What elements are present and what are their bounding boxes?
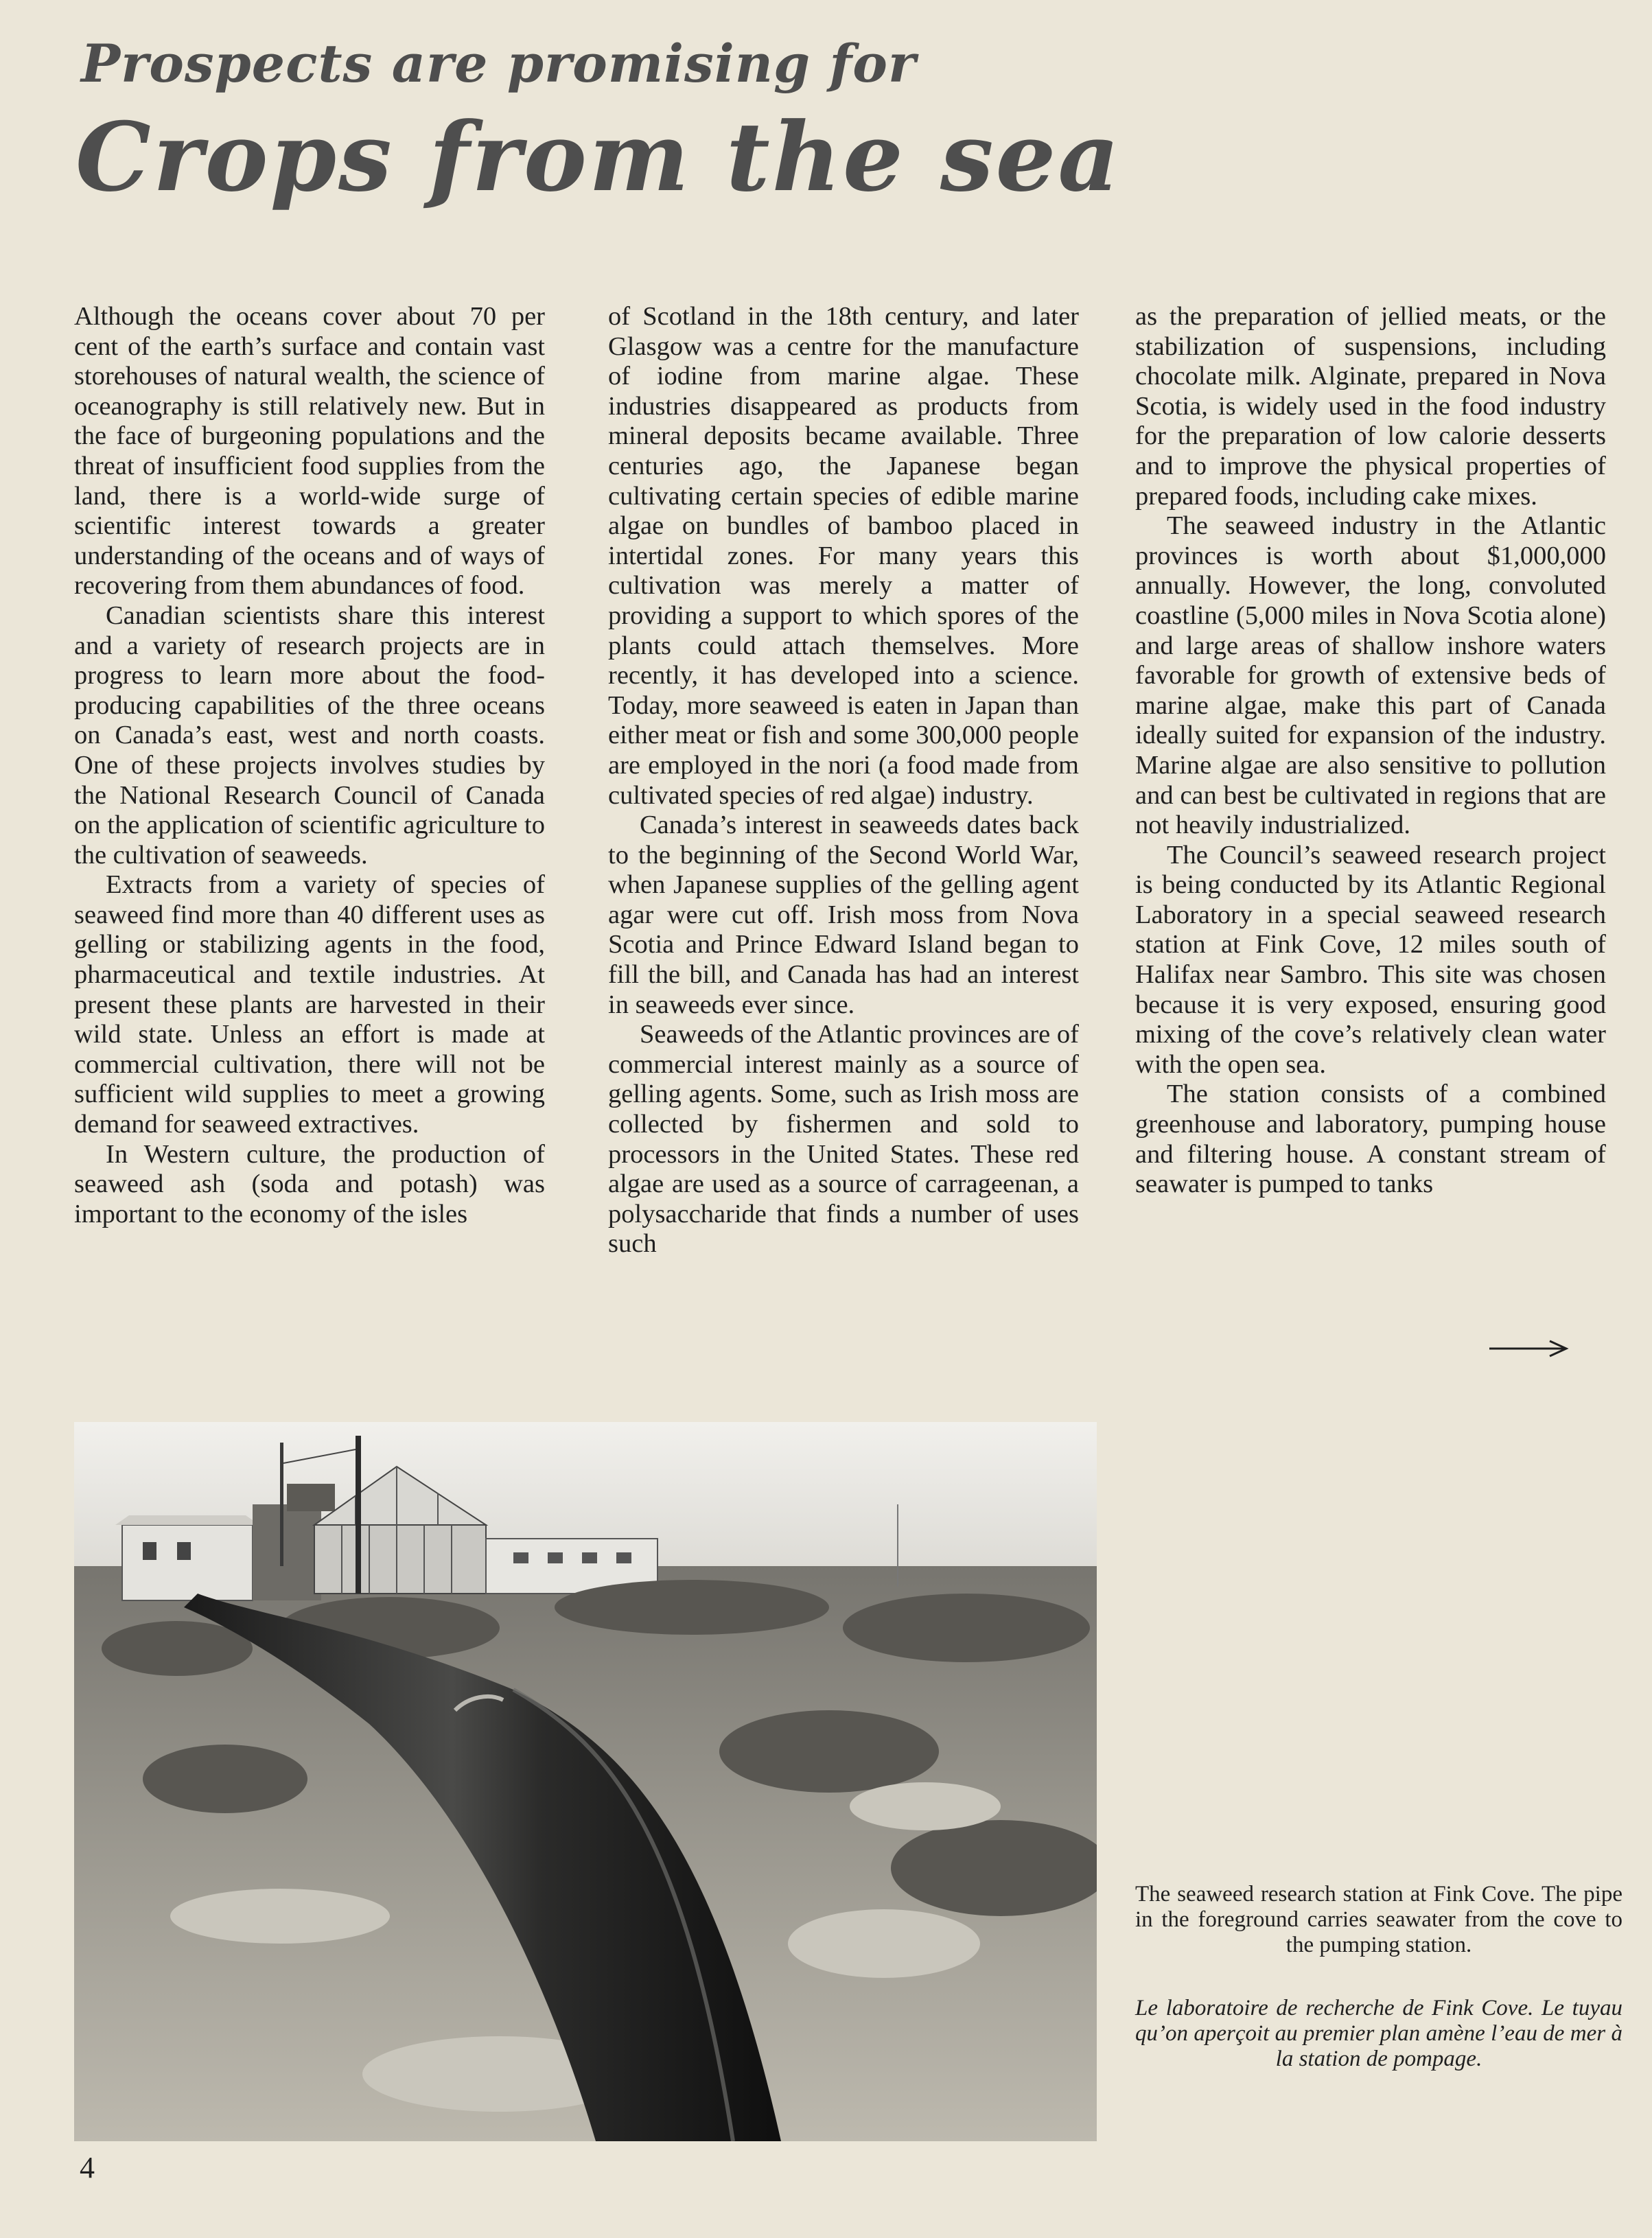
paragraph: Although the oceans cover about 70 per cent of the earth’s surface and contain vast storehouses of natural wealth, the science of oceanography is still relatively new. But in the face of burgeoning populations and the threat of insufficient food supplies from the land, there is a world-wide surge of scientific interest towards a greater understanding of the oceans and of ways of recovering from them abundances of food. [74,302,545,601]
paragraph: Canada’s interest in seaweeds dates back to the beginning of the Second World War, when Japanese supplies of the gelling agent agar were cut off. Irish moss from Nova Scotia and Prince Edward Island began to fill the bill, and Canada has had an interest in seaweeds ever since. [608,811,1079,1019]
paragraph: The Council’s seaweed research project is being conducted by its Atlantic Regional Laboratory in a special seaweed research station at Fink Cove, 12 miles south of Halifax near Sambro. This site was chosen because it is very exposed, ensuring good mixing of the cove’s relatively clean water with the open sea. [1135,840,1606,1079]
paragraph: Seaweeds of the Atlantic provinces are of commercial interest mainly as a source of gelling agents. Some, such as Irish moss are collected by fishermen and sold to processors in the United States. These red algae are used as a source of carrageenan, a polysaccharide that finds a number of uses such [608,1020,1079,1259]
photo-caption-french: Le laboratoire de recherche de Fink Cove. Le tuyau qu’on aperçoit au premier plan amène l’eau de mer à la station de pompage. [1135,1996,1622,2071]
paragraph: of Scotland in the 18th century, and later Glasgow was a centre for the manufacture of iodine from marine algae. These industries disappeared as products from mineral deposits became available. Three centuries ago, the Japanese began cultivating certain species of edible marine algae on bundles of bamboo placed in intertidal zones. For many years this cultivation was merely a matter of providing a support to which spores of the plants could attach themselves. More recently, it has developed into a science. Today, more seaweed is eaten in Japan than either meat or fish and some 300,000 people are employed in the nori (a food made from cultivated species of red algae) industry. [608,302,1079,810]
headline-kicker: Prospects are promising for [81,33,916,94]
paragraph: The station consists of a combined greenhouse and laboratory, pumping house and filtering house. A constant stream of seawater is pumped to tanks [1135,1080,1606,1199]
paragraph: The seaweed industry in the Atlantic provinces is worth about $1,000,000 annually. However, the long, convoluted coastline (5,000 miles in Nova Scotia alone) and large areas of shallow inshore waters favorable for growth of extensive beds of marine algae, make this part of Canada ideally suited for expansion of the industry. Marine algae are also sensitive to pollution and can best be cultivated in regions that are not heavily industrialized. [1135,511,1606,840]
continue-arrow-icon [1488,1338,1569,1359]
page-title: Crops from the sea [75,101,1121,213]
photo-caption-english: The seaweed research station at Fink Cove. The pipe in the foreground carries seawater from the cove to the pumping station. [1135,1882,1622,1957]
article-column-3 [1135,302,1606,1200]
paragraph: Extracts from a variety of species of seaweed find more than 40 different uses as gelling or stabilizing agents in the food, pharmaceutical and textile industries. At present these plants are harvested in their wild state. Unless an effort is made at commercial cultivation, there will not be sufficient wild supplies to meet a growing demand for seaweed extractives. [74,870,545,1139]
article-column-2 [608,302,1079,1259]
page-number: 4 [80,2151,95,2184]
article-column-1 [74,302,545,1229]
research-station-photo [74,1422,1097,2141]
paragraph: as the preparation of jellied meats, or the stabilization of suspensions, including chocolate milk. Alginate, prepared in Nova Scotia, is widely used in the food industry for the preparation of low calorie desserts and to improve the physical properties of prepared foods, including cake mixes. [1135,302,1606,511]
paragraph: Canadian scientists share this interest and a variety of research projects are in progress to learn more about the food-producing capabilities of the three oceans on Canada’s east, west and north coasts. One of these projects involves studies by the National Research Council of Canada on the application of scientific agriculture to the cultivation of seaweeds. [74,601,545,870]
paragraph: In Western culture, the production of seaweed ash (soda and potash) was important to the economy of the isles [74,1139,545,1228]
